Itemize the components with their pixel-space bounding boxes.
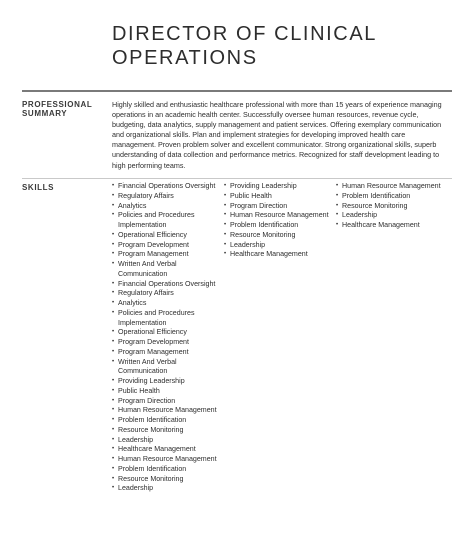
skill-item: • Written And Verbal Communication [112,358,224,378]
skill-item: • Policies and Procedures Implementation [112,309,224,329]
skill-item: • Program Management [112,348,224,358]
skill-item: • Providing Leadership [112,377,224,387]
skill-item: • Resource Monitoring [224,231,334,241]
skills-column-1 [112,182,224,494]
skill-item: • Regulatory Affairs [112,192,224,202]
skill-item: • Human Resource Management [112,455,224,465]
skills-column-3 [336,182,446,231]
skill-item: • Leadership [336,211,446,221]
skill-item: • Analytics [112,202,224,212]
skill-item: • Financial Operations Oversight [112,280,224,290]
skill-item: • Problem Identification [224,221,334,231]
skill-item: • Healthcare Management [112,445,224,455]
skill-item: • Program Development [112,338,224,348]
skill-item: • Regulatory Affairs [112,289,224,299]
skill-item: • Resource Monitoring [336,202,446,212]
skills-column-2 [224,182,334,260]
section-divider [22,178,452,179]
skill-item: • Providing Leadership [224,182,334,192]
skill-item: • Public Health [224,192,334,202]
skill-item: • Operational Efficiency [112,231,224,241]
skill-item: • Operational Efficiency [112,328,224,338]
skill-item: • Program Development [112,241,224,251]
skill-item: • Healthcare Management [336,221,446,231]
skill-item: • Human Resource Management [112,406,224,416]
skill-item: • Resource Monitoring [112,426,224,436]
skill-item: • Healthcare Management [224,250,334,260]
skill-item: • Program Direction [112,397,224,407]
resume-title: DIRECTOR OF CLINICAL OPERATIONS [112,23,377,69]
section-divider [22,90,452,92]
skills-section-label: SKILLS [22,183,55,192]
skill-item: • Policies and Procedures Implementation [112,211,224,231]
skill-item: • Written And Verbal Communication [112,260,224,280]
skill-item: • Problem Identification [112,416,224,426]
skill-item: • Problem Identification [336,192,446,202]
skill-item: • Program Management [112,250,224,260]
skill-item: • Human Resource Management [336,182,446,192]
summary-text: Highly skilled and enthusiastic healthcare professional with more than 15 years of experience managing operations in an academic health center. Successfully oversee human resources, revenue cycle, budgeting, data analytics, supply management and patient services. Offering exemplary communication and organizational skills. Plan and implement strategies for developing improved health care management. Proven problem solver and excellent communicator. Strong organizational skills, superb understanding of data collection and performance metrics. Recognized for staff development leading to high performing teams. [112,100,442,170]
summary-section-label: PROFESSIONAL SUMMARY [22,100,93,118]
skill-item: • Financial Operations Oversight [112,182,224,192]
skill-item: • Problem Identification [112,465,224,475]
skill-item: • Human Resource Management [224,211,334,221]
skill-item: • Leadership [224,241,334,251]
skill-item: • Resource Monitoring [112,475,224,485]
skill-item: • Program Direction [224,202,334,212]
skill-item: • Analytics [112,299,224,309]
skill-item: • Public Health [112,387,224,397]
skill-item: • Leadership [112,436,224,446]
skill-item: • Leadership [112,484,224,494]
